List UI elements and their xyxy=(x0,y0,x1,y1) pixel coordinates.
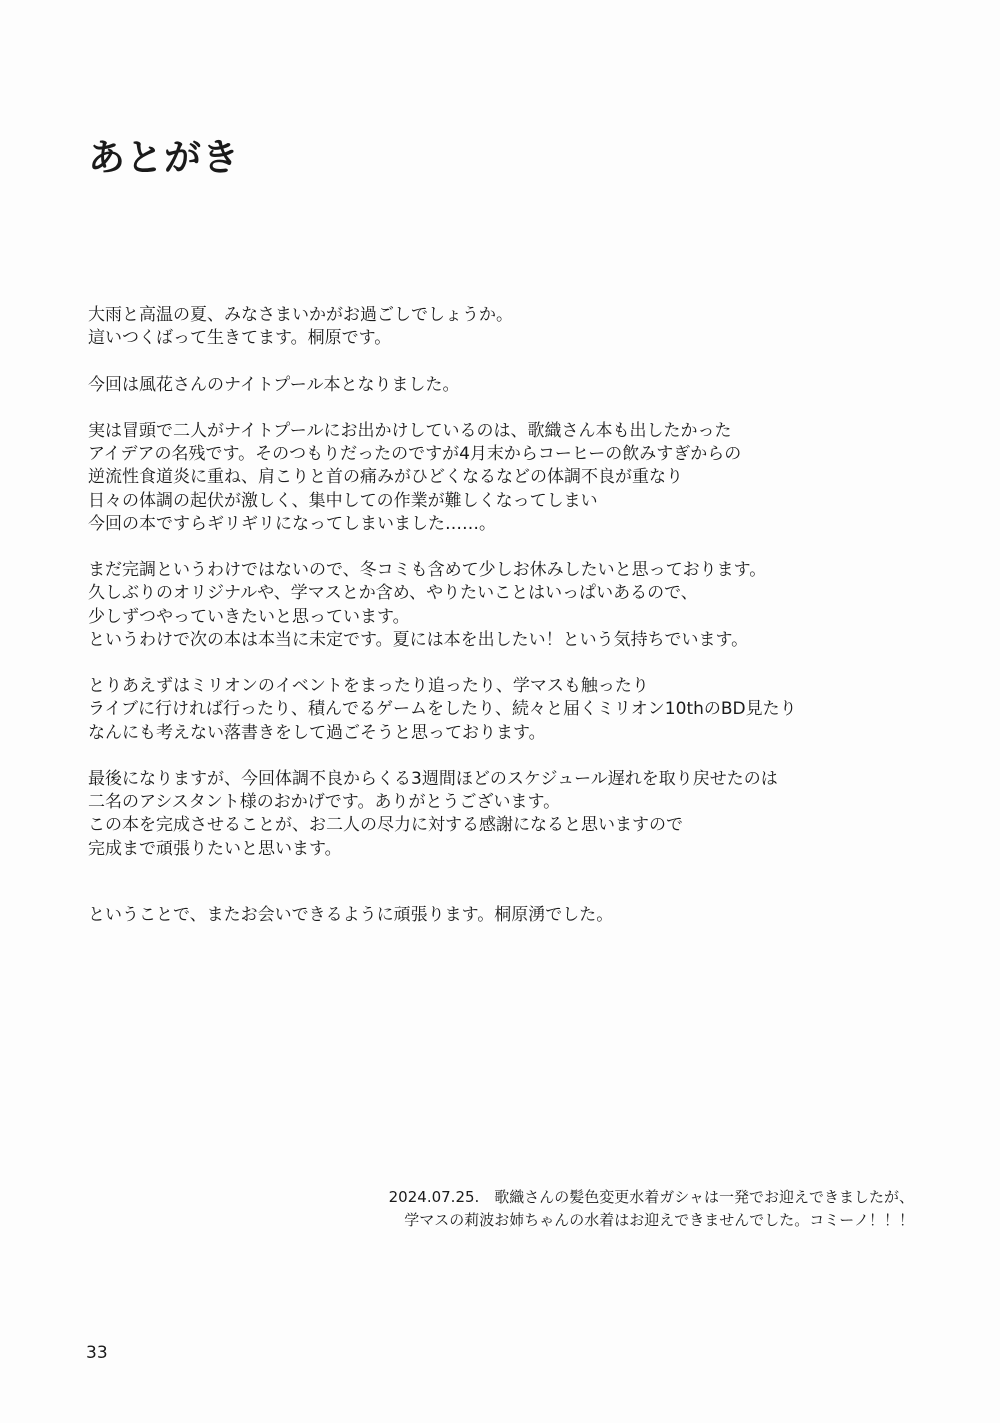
text-line: 這いつくばって生きてます。桐原です。 xyxy=(88,328,392,349)
paragraph xyxy=(88,420,968,536)
text-line: 二名のアシスタント様のおかげです。ありがとうございます。 xyxy=(88,792,561,813)
paragraph xyxy=(88,559,968,652)
page-title: あとがき xyxy=(88,136,240,179)
paragraph xyxy=(88,374,968,397)
text-line: アイデアの名残です。そのつもりだったのですが4月末からコーヒーの飲みすぎからの xyxy=(88,444,742,465)
text-line: 久しぶりのオリジナルや、学マスとか含め、やりたいことはいっぱいあるので、 xyxy=(88,583,698,604)
afterword-body xyxy=(88,304,968,884)
text-line: 今回は風花さんのナイトプール本となりました。 xyxy=(88,374,460,395)
closing-line: ということで、またお会いできるように頑張ります。桐原湧でした。 xyxy=(88,905,614,925)
page-number: 33 xyxy=(86,1343,108,1363)
paragraph xyxy=(88,768,968,861)
text-line: というわけで次の本は本当に未定です。夏には本を出したい！という気持ちでいます。 xyxy=(88,629,749,650)
text-line: 大雨と高温の夏、みなさまいかがお過ごしでしょうか。 xyxy=(88,305,513,325)
text-line: 実は冒頭で二人がナイトプールにお出かけしているのは、歌織さん本も出したかった xyxy=(88,420,732,441)
dated-postscript xyxy=(389,1186,914,1232)
text-line: 最後になりますが、今回体調不良からくる3週間ほどのスケジュール遅れを取り戻せたのは xyxy=(88,768,778,789)
paragraph xyxy=(88,675,968,745)
text-line: 日々の体調の起伏が激しく、集中しての作業が難しくなってしまい xyxy=(88,490,598,511)
text-line: 逆流性食道炎に重ね、肩こりと首の痛みがひどくなるなどの体調不良が重なり xyxy=(88,467,683,488)
text-line: まだ完調というわけではないので、冬コミも含めて少しお休みしたいと思っております。 xyxy=(88,560,767,581)
paragraph xyxy=(88,304,968,350)
text-line: なんにも考えない落書きをして過ごそうと思っております。 xyxy=(88,722,546,743)
text-line: 少しずつやっていきたいと思っています。 xyxy=(88,606,410,627)
postscript-line: 2024.07.25. 歌織さんの髪色変更水着ガシャは一発でお迎えできましたが、 xyxy=(388,1188,914,1206)
text-line: ライブに行ければ行ったり、積んでるゲームをしたり、続々と届くミリオン10thのBD見たり xyxy=(88,699,797,720)
text-line: 今回の本ですらギリギリになってしまいました……。 xyxy=(88,513,496,534)
text-line: この本を完成させることが、お二人の尽力に対する感謝になると思いますので xyxy=(88,815,683,836)
postscript-line: 学マスの莉波お姉ちゃんの水着はお迎えできませんでした。コミーノ！！！ xyxy=(404,1211,914,1229)
text-line: 完成まで頑張りたいと思います。 xyxy=(88,838,342,859)
text-line: とりあえずはミリオンのイベントをまったり追ったり、学マスも触ったり xyxy=(88,676,649,697)
